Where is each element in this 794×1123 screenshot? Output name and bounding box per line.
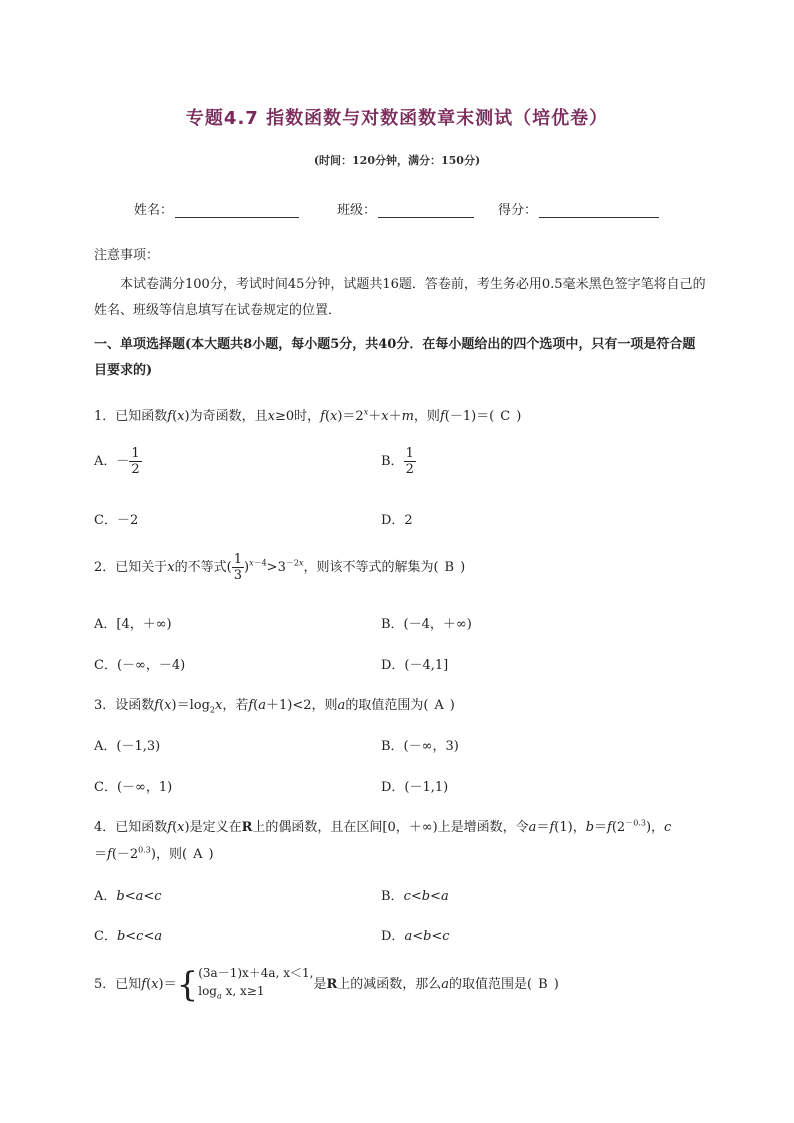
- question-1: 1．已知函数f(x)为奇函数，且x≥0时，$f(x)=2^x+x+m$，则f(－1)＝( C ): [94, 407, 522, 424]
- question-4-cont: $=f(-2^{0.3})$，则( A ): [94, 845, 214, 862]
- answer-2: B: [444, 560, 455, 575]
- q2-option-c: C．(－∞，－4): [94, 658, 186, 673]
- q4-option-b: B．c<b<a: [381, 889, 449, 904]
- name-blank[interactable]: [175, 203, 299, 218]
- q1-option-c: C．－2: [94, 513, 139, 528]
- time-score-note: (时间：120分钟，满分：150分): [313, 154, 481, 167]
- q4-option-c: C．b<c<a: [94, 929, 163, 944]
- notice-heading: 注意事项：: [94, 248, 160, 263]
- section-heading: 一、单项选择题(本大题共8小题，每小题5分，共40分．在每小题给出的四个选项中，只有一项是符合题目要求的): [94, 337, 696, 378]
- score-label: 得分：: [498, 203, 538, 218]
- question-2: 2．已知关于x的不等式( $\frac{1}{3}$ )$^{x-4}>3^{-2x}$，则该不等式的解集为( B ): [94, 552, 466, 583]
- case-1: (3a－1)x＋4a, x＜1,: [198, 966, 314, 980]
- question-4: 4．已知函数f(x)是定义在R上的偶函数，且在区间[0，＋∞)上是增函数，令a＝f(1)，$b=f(2^{-0.3})$，c: [94, 818, 672, 835]
- q1-option-d: D．2: [381, 513, 413, 528]
- score-field: [498, 199, 659, 218]
- q2-option-b: B．(－4，＋∞): [381, 617, 472, 632]
- answer-5: B: [538, 977, 548, 993]
- q3-option-b: B．(－∞，3): [381, 739, 459, 754]
- answer-3: A: [434, 698, 444, 713]
- q3-option-d: D．(－1,1): [381, 780, 449, 795]
- name-field: [134, 199, 299, 218]
- q3-option-c: C．(－∞，1): [94, 780, 173, 795]
- q4-option-a: A．b<a<c: [94, 889, 162, 904]
- question-5: 5．已知f(x)＝{(3a－1)x＋4a, x＜1, $\log_a x$, x≥1 是R上的减函数，那么a的取值范围是( B ): [94, 964, 559, 1005]
- q4-option-d: D．a<b<c: [381, 929, 450, 944]
- q1-option-a: A．－ $\frac{1}{2}$: [94, 446, 140, 477]
- notice-body: 本试卷满分100分，考试时间45分钟，试题共16题．答卷前，考生务必用0.5毫米黑色签字笔将自己的姓名、班级等信息填写在试卷规定的位置．: [94, 277, 706, 318]
- q2-option-d: D．(－4,1]: [381, 658, 449, 673]
- q2-option-a: A．[4，＋∞): [94, 617, 172, 632]
- q1-option-b: B． $\frac{1}{2}$: [381, 446, 414, 477]
- answer-4: A: [193, 847, 203, 862]
- class-label: 班级：: [337, 203, 377, 218]
- score-blank[interactable]: [539, 203, 659, 218]
- q3-option-a: A．(－1,3): [94, 739, 161, 754]
- name-label: 姓名：: [134, 203, 174, 218]
- class-field: [337, 199, 474, 218]
- class-blank[interactable]: [378, 203, 474, 218]
- answer-1: C: [500, 409, 511, 424]
- page-title: 专题4.7 指数函数与对数函数章末测试（培优卷）: [185, 108, 609, 129]
- question-3: 3．设函数$f(x)=\log_2x$，若f(a＋1)<2，则a的取值范围为( A ): [94, 698, 455, 715]
